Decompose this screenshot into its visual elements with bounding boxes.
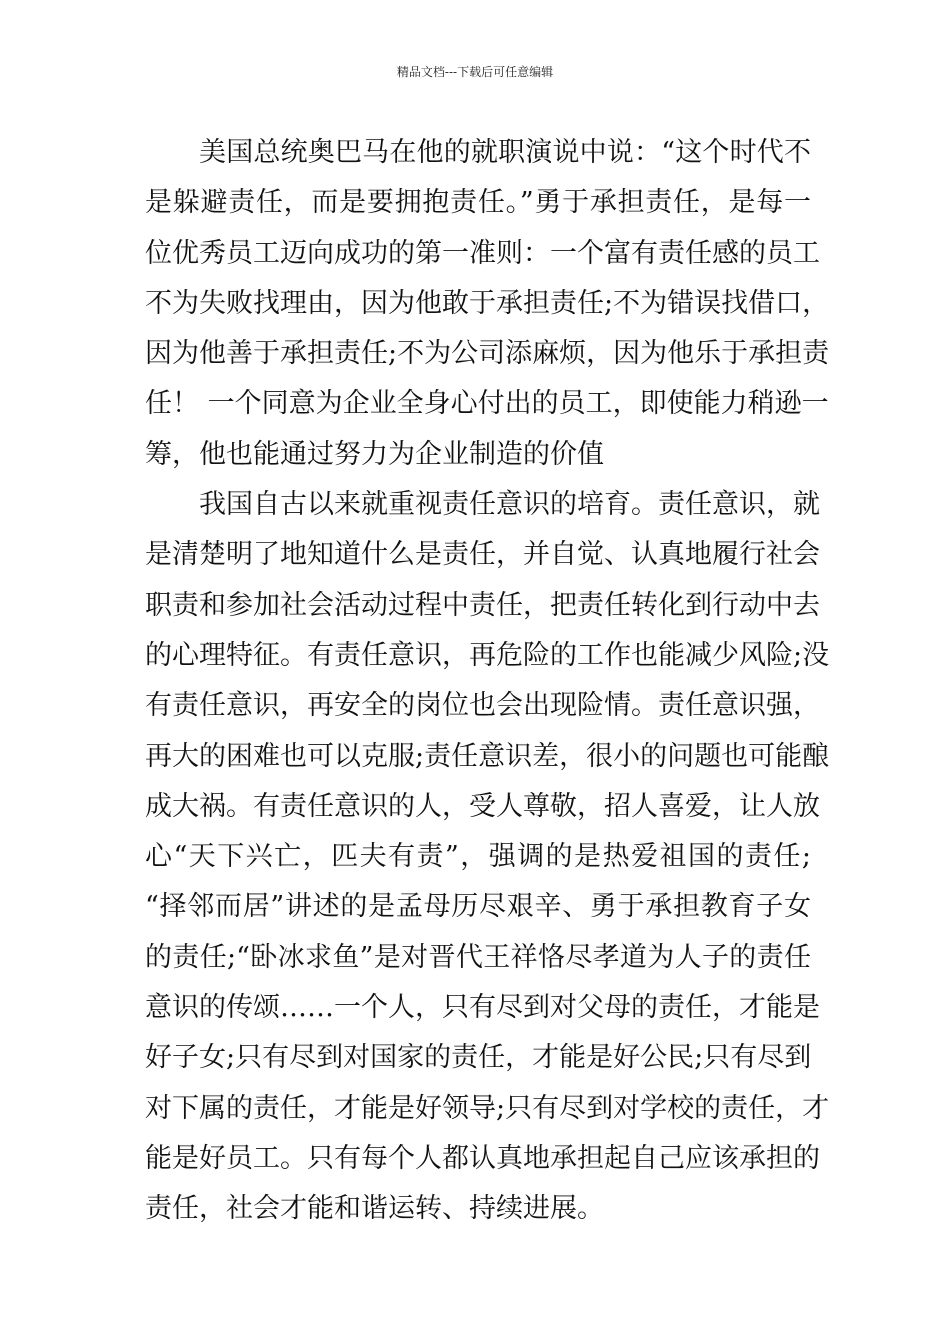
paragraph-line: 因为他善于承担责任;不为公司添麻烦，因为他乐于承担责 [145,338,830,370]
paragraph-line: 任！ 一个同意为企业全身心付出的员工，即使能力稍逊一 [145,388,829,420]
paragraph-line: 意识的传颂……一个人，只有尽到对父母的责任，才能是 [145,992,820,1024]
paragraph-line: 有责任意识，再安全的岗位也会出现险情。责任意识强， [145,690,820,722]
paragraph-line: 能是好员工。只有每个人都认真地承担起自己应该承担的 [145,1142,820,1174]
paragraph-line: 职责和参加社会活动过程中责任，把责任转化到行动中去 [145,589,820,621]
document-body [145,128,830,1235]
paragraph-line: 美国总统奥巴马在他的就职演说中说：“这个时代不 [199,137,811,168]
page-header: 精品文档---下载后可任意编辑 [396,65,554,79]
paragraph-2 [145,480,830,1234]
paragraph-line: 是躲避责任，而是要拥抱责任。”勇于承担责任，是每一 [145,187,811,219]
paragraph-line: 成大祸。有责任意识的人，受人尊敬，招人喜爱，让人放 [145,790,820,822]
paragraph-line: 我国自古以来就重视责任意识的培育。责任意识，就 [199,489,820,521]
paragraph-line: 责任，社会才能和谐运转、持续进展。 [145,1193,604,1225]
paragraph-line: 筹，他也能通过努力为企业制造的价值 [145,438,604,470]
paragraph-line: 好子女;只有尽到对国家的责任，才能是好公民;只有尽到 [145,1042,812,1074]
paragraph-line: 是清楚明了地知道什么是责任，并自觉、认真地履行社会 [145,539,820,571]
paragraph-line: 位优秀员工迈向成功的第一准则：一个富有责任感的员工 [145,237,820,269]
paragraph-line: “择邻而居”讲述的是孟母历尽艰辛、勇于承担教育子女 [145,891,811,923]
paragraph-line: 不为失败找理由，因为他敢于承担责任;不为错误找借口， [145,287,830,319]
paragraph-line: 的责任;“卧冰求鱼”是对晋代王祥恪尽孝道为人子的责任 [145,941,811,973]
paragraph-line: 的心理特征。有责任意识，再危险的工作也能减少风险;没 [145,639,830,671]
paragraph-line: 再大的困难也可以克服;责任意识差，很小的问题也可能酿 [145,740,830,772]
paragraph-1 [145,128,830,480]
paragraph-line: 心“天下兴亡，匹夫有责”，强调的是热爱祖国的责任; [145,841,811,873]
paragraph-line: 对下属的责任，才能是好领导;只有尽到对学校的责任，才 [145,1092,830,1124]
